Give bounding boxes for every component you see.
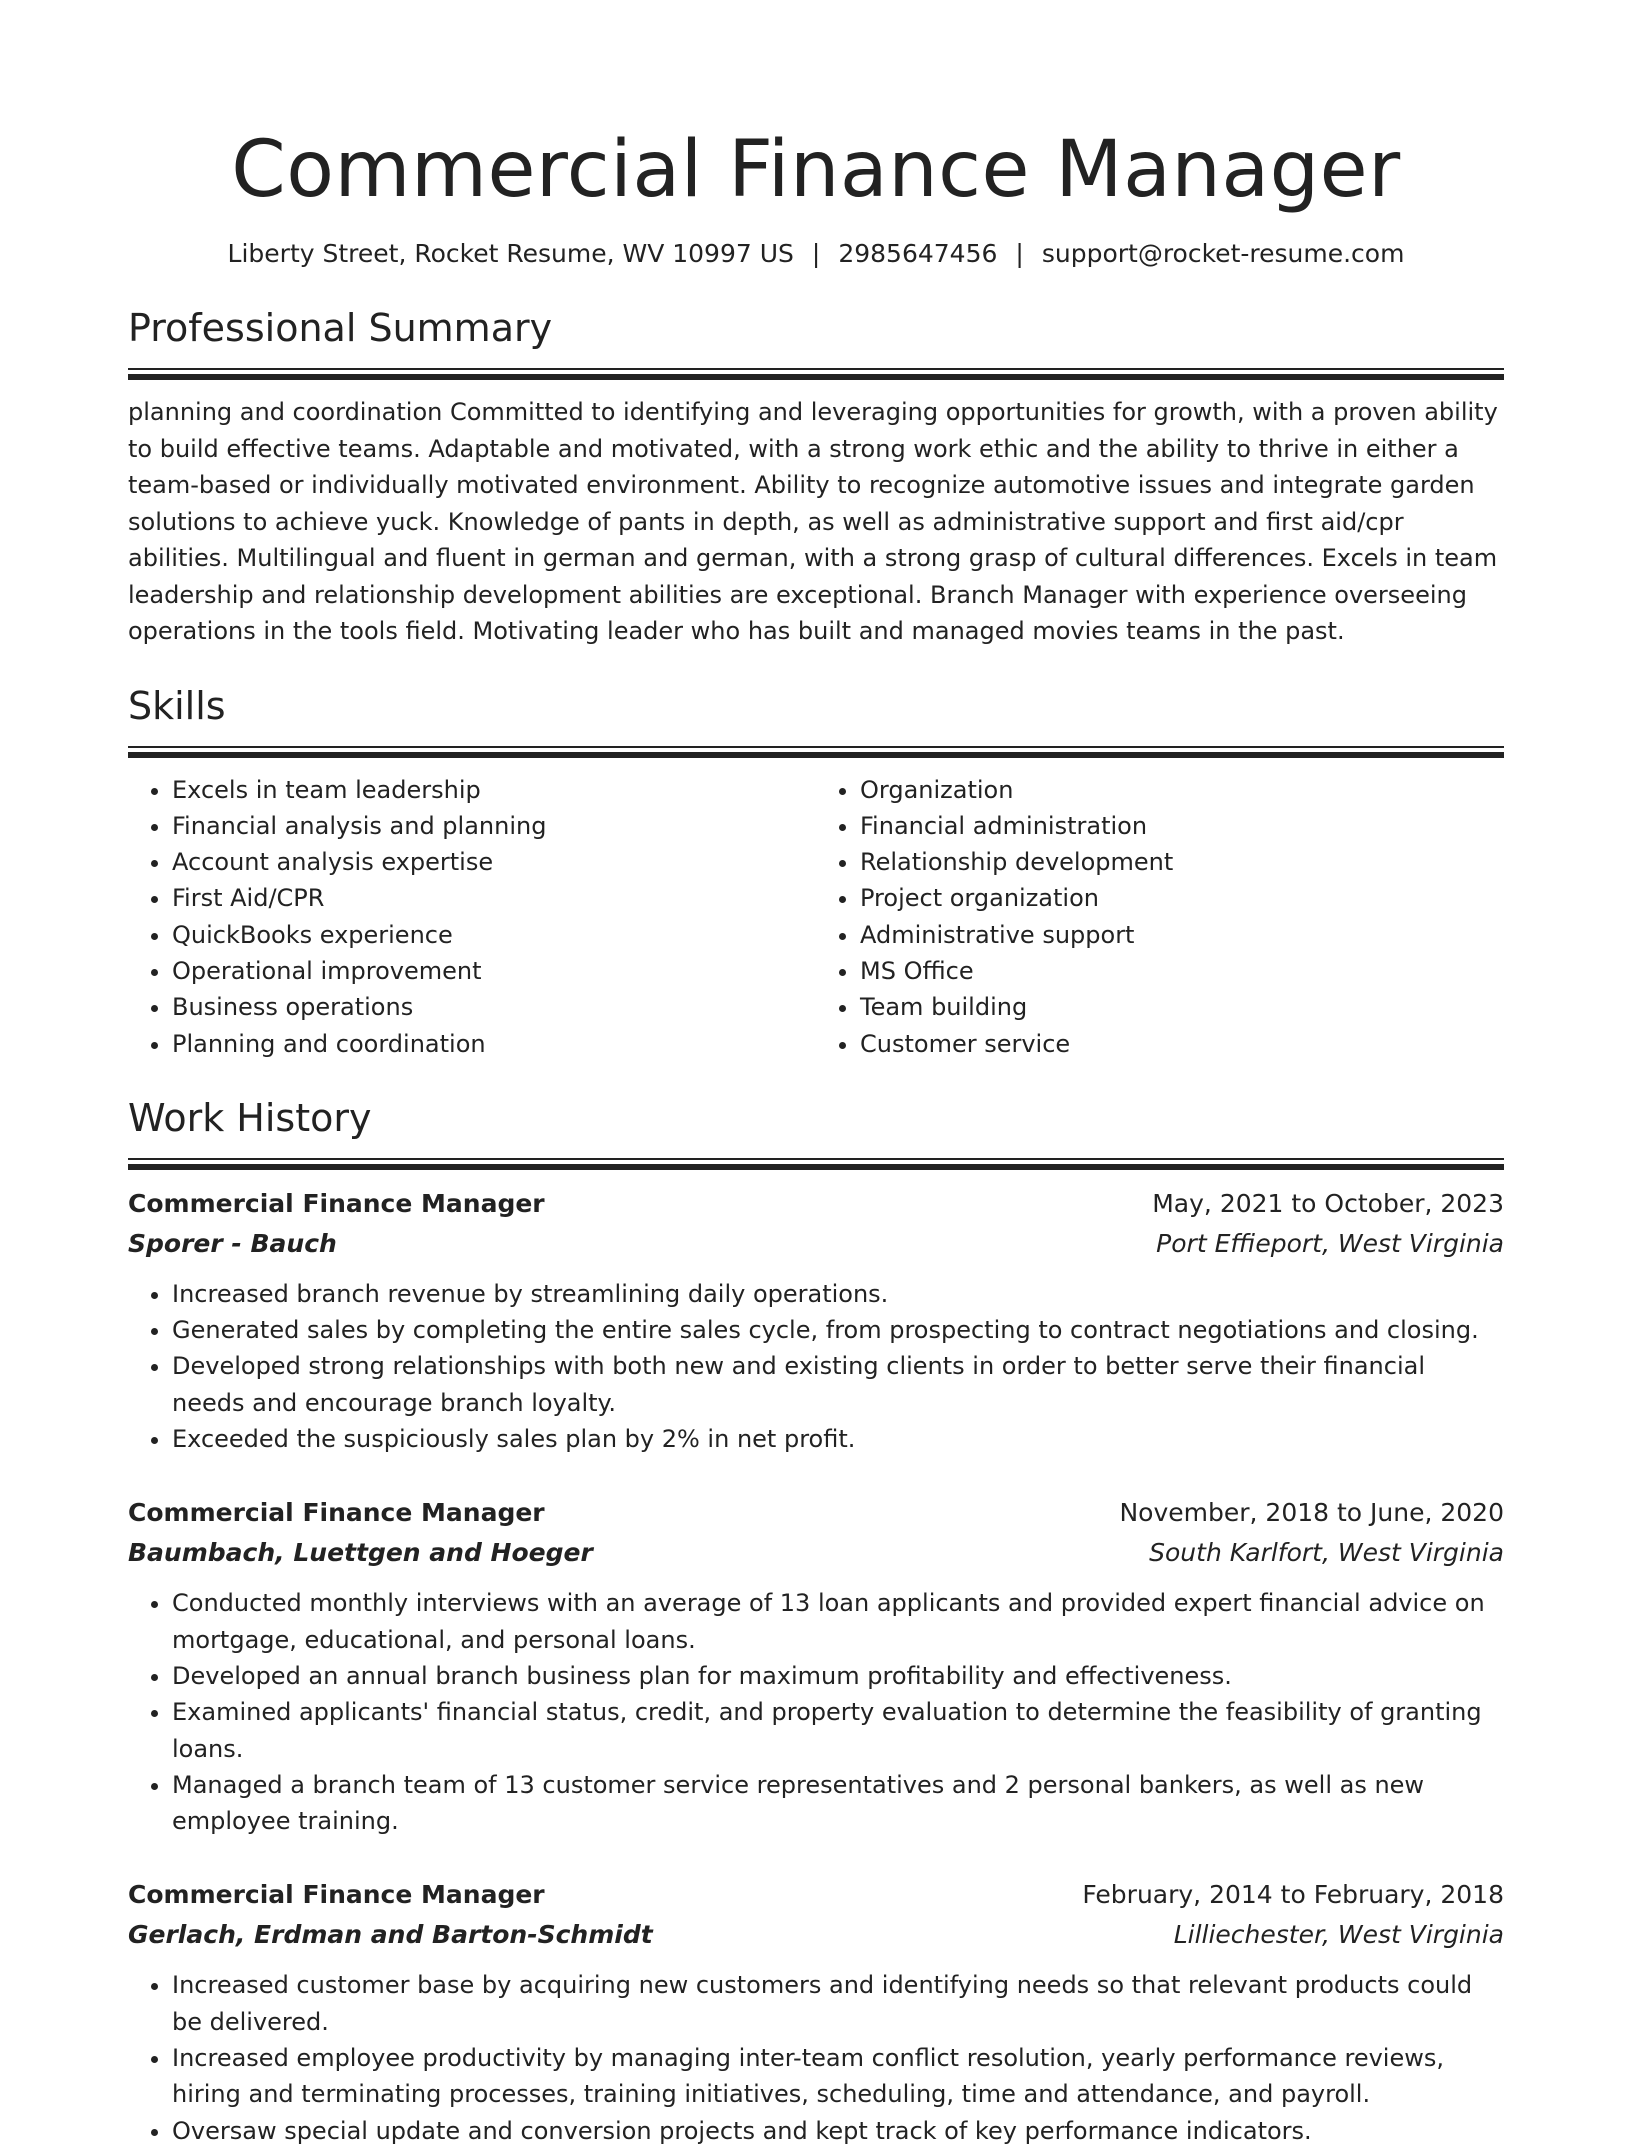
candidate-name: Commercial Finance Manager: [231, 125, 1401, 215]
job-bullet: • Examined applicants' financial status, credit, and property evaluation to determine the feasibility of granting loans.: [172, 1694, 1504, 1767]
job-bullet: • Exceeded the suspiciously sales plan by 2% in net profit.: [172, 1421, 1504, 1457]
skills-grid: [128, 772, 1504, 1062]
section-divider: [128, 1158, 1504, 1170]
job-bullet: • Generated sales by completing the entire sales cycle, from prospecting to contract negotiations and closing.: [172, 1312, 1504, 1348]
job-dates: February, 2014 to February, 2018: [1082, 1880, 1504, 1910]
job-bullet: • Increased customer base by acquiring new customers and identifying needs so that relevant products could be delivered.: [172, 1967, 1504, 2040]
job-title: Commercial Finance Manager: [128, 1188, 545, 1218]
job-bullets: [128, 1585, 1504, 1839]
job-company: Baumbach, Luettgen and Hoeger: [128, 1538, 593, 1568]
skill-item: • Organization: [860, 772, 1504, 808]
contact-phone: 2985647456: [838, 239, 998, 268]
job-company: Sporer - Bauch: [128, 1228, 337, 1258]
contact-line: [128, 236, 1504, 272]
work-history-heading: Work History: [128, 1095, 372, 1140]
skill-item: • MS Office: [860, 953, 1504, 989]
skill-item: • Project organization: [860, 880, 1504, 916]
job-bullet: • Developed an annual branch business plan for maximum profitability and effectiveness.: [172, 1658, 1504, 1694]
skill-item: • Account analysis expertise: [172, 844, 816, 880]
contact-email: support@rocket-resume.com: [1041, 239, 1405, 268]
skills-list-left: [128, 772, 816, 1062]
job-entry: [128, 1184, 1504, 1457]
job-bullet: • Developed strong relationships with both new and existing clients in order to better serve their financial needs and encourage branch loyalty.: [172, 1348, 1504, 1421]
skills-section: [128, 682, 1504, 1062]
job-dates: November, 2018 to June, 2020: [1119, 1498, 1504, 1528]
section-divider: [128, 746, 1504, 758]
skill-item: • First Aid/CPR: [172, 880, 816, 916]
skill-item: • Business operations: [172, 989, 816, 1025]
job-bullet: • Managed a branch team of 13 customer service representatives and 2 personal bankers, as well as new employee training.: [172, 1767, 1504, 1840]
job-entry: [128, 1493, 1504, 1839]
skills-heading: Skills: [128, 683, 226, 728]
contact-separator: |: [1015, 239, 1024, 268]
job-location: South Karlfort, West Virginia: [1149, 1538, 1504, 1568]
skill-item: • Administrative support: [860, 917, 1504, 953]
contact-address: Liberty Street, Rocket Resume, WV 10997 US: [227, 239, 794, 268]
job-bullet: • Increased employee productivity by managing inter-team conflict resolution, yearly performance reviews, hiring and terminating processes, training initiatives, scheduling, time and attendance, and payroll.: [172, 2040, 1504, 2113]
job-bullet: • Increased branch revenue by streamlining daily operations.: [172, 1276, 1504, 1312]
job-title: Commercial Finance Manager: [128, 1498, 545, 1528]
skill-item: • Team building: [860, 989, 1504, 1025]
contact-separator: |: [811, 239, 821, 268]
section-divider: [128, 368, 1504, 380]
skill-item: • Financial analysis and planning: [172, 808, 816, 844]
skills-list-right: [816, 772, 1504, 1062]
job-bullet: • Oversaw special update and conversion projects and kept track of key performance indicators.: [172, 2113, 1504, 2149]
skill-item: • QuickBooks experience: [172, 917, 816, 953]
summary-heading: Professional Summary: [128, 306, 553, 350]
job-title: Commercial Finance Manager: [128, 1880, 545, 1910]
job-location: Port Effieport, West Virginia: [1156, 1228, 1504, 1258]
skill-item: • Customer service: [860, 1026, 1504, 1062]
skill-item: • Planning and coordination: [172, 1026, 816, 1062]
skill-item: • Operational improvement: [172, 953, 816, 989]
summary-section: [128, 304, 1504, 650]
job-bullets: [128, 1276, 1504, 1457]
summary-text: planning and coordination Committed to identifying and leveraging opportunities for growth, with a proven ability to build effective teams. Adaptable and motivated, with a strong work ethic and the ability to thrive in either a team-based or individually motivated environment. Ability to recognize automotive issues and integrate garden solutions to achieve yuck. Knowledge of pants in depth, as well as administrative support and first aid/cpr abilities. Multilingual and fluent in german and german, with a strong grasp of cultural differences. Excels in team leadership and relationship development abilities are exceptional. Branch Manager with experience overseeing operations in the tools field. Motivating leader who has built and managed movies teams in the past.: [128, 398, 1498, 645]
work-history-section: [128, 1094, 1504, 2149]
job-company: Gerlach, Erdman and Barton-Schmidt: [128, 1920, 653, 1950]
job-bullet: • Conducted monthly interviews with an average of 13 loan applicants and provided expert financial advice on mortgage, educational, and personal loans.: [172, 1585, 1504, 1658]
job-bullets: [128, 1967, 1504, 2148]
job-location: Lilliechester, West Virginia: [1173, 1920, 1504, 1950]
job-dates: May, 2021 to October, 2023: [1152, 1188, 1504, 1218]
skill-item: • Relationship development: [860, 844, 1504, 880]
job-entry: [128, 1875, 1504, 2148]
skill-item: • Financial administration: [860, 808, 1504, 844]
skill-item: • Excels in team leadership: [172, 772, 816, 808]
